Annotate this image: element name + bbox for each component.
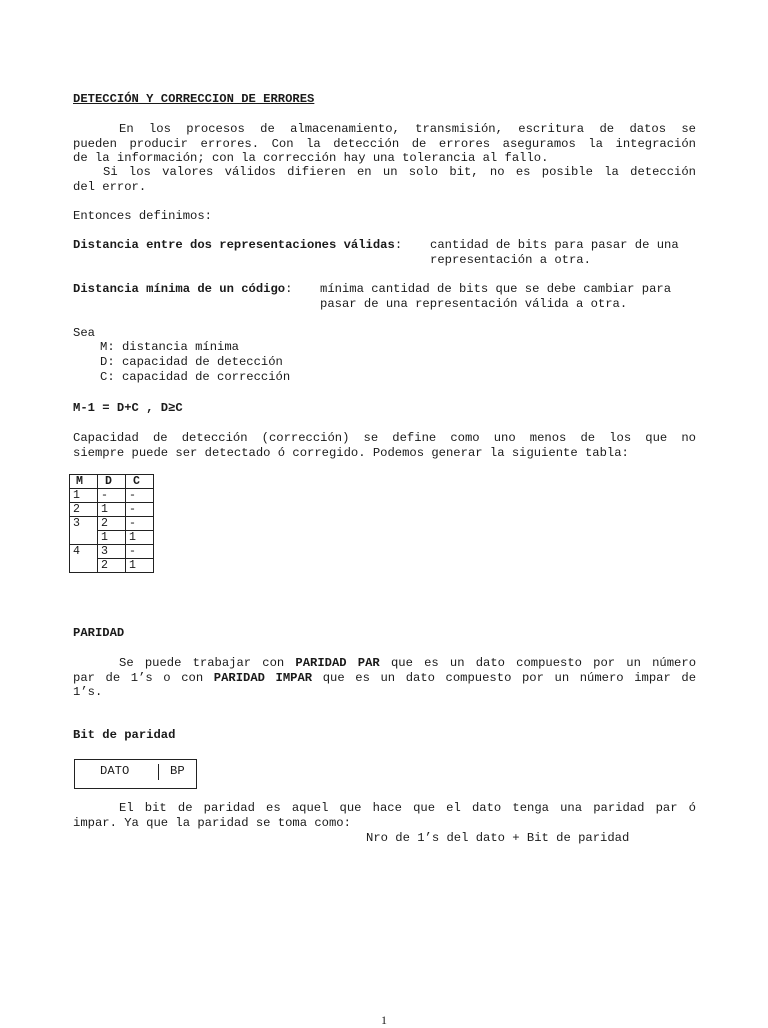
table-cell: 2: [98, 559, 126, 573]
dato-bp-diagram: [74, 759, 197, 789]
bp-label: BP: [170, 764, 185, 778]
bit-paridad-heading: Bit de paridad: [73, 728, 176, 742]
text-line: [73, 656, 696, 671]
table-header-cell: M: [70, 475, 98, 489]
formula: M-1 = D+C , D≥C: [73, 401, 183, 415]
table-row: [70, 503, 154, 517]
text-run: Se puede trabajar con: [119, 656, 296, 670]
table-cell: -: [126, 545, 154, 559]
table-cell: 2: [98, 517, 126, 531]
bit-paridad-formula: Nro de 1’s del dato + Bit de paridad: [366, 831, 630, 845]
text-line: [73, 671, 696, 686]
text-line: Si los valores válidos difieren en un solo bit, no es posible la detección: [103, 165, 696, 179]
text-line: En los procesos de almacenamiento, transmisión, escritura de datos se: [119, 122, 696, 136]
paridad-impar-term: PARIDAD IMPAR: [213, 670, 313, 685]
table-cell: 1: [98, 531, 126, 545]
table-header-row: [70, 475, 154, 489]
text-run: par de 1’s o con: [73, 670, 214, 685]
text-line: impar. Ya que la paridad se toma como:: [73, 815, 351, 830]
table-cell: 1: [70, 489, 98, 503]
paridad-heading: PARIDAD: [73, 626, 125, 640]
bit-paridad-paragraph: [73, 801, 696, 830]
dato-label: DATO: [100, 764, 130, 778]
table-row: [70, 531, 154, 545]
definition-distance-text-2: representación a otra.: [430, 253, 591, 267]
intro-paragraph-1: [73, 122, 696, 166]
sea-item-d: D: capacidad de detección: [100, 355, 283, 369]
definition-min-distance-term: [73, 282, 292, 297]
table-cell: 4: [70, 545, 98, 559]
table-cell: [70, 559, 98, 573]
text-line: El bit de paridad es aquel que hace que el dato tenga una paridad par ó: [119, 801, 696, 815]
definition-distance-term: [73, 238, 402, 253]
text-run: que es un dato compuesto por un número impar de: [312, 670, 697, 685]
divider: [158, 764, 159, 780]
table-header-cell: C: [126, 475, 154, 489]
table-cell: 1: [126, 531, 154, 545]
table-row: [70, 545, 154, 559]
colon: :: [394, 238, 403, 252]
table-row: [70, 517, 154, 531]
sea-item-c: C: capacidad de corrección: [100, 370, 291, 384]
table-cell: 1: [98, 503, 126, 517]
table-cell: 3: [98, 545, 126, 559]
entonces-text: Entonces definimos:: [73, 209, 212, 223]
table-row: [70, 489, 154, 503]
term: Distancia entre dos representaciones válidas: [73, 238, 395, 252]
table-cell: -: [126, 489, 154, 503]
sea-item-m: M: distancia mínima: [100, 340, 239, 354]
term: Distancia mínima de un código: [73, 282, 286, 296]
paridad-par-term: PARIDAD PAR: [295, 656, 380, 670]
table-cell: 1: [126, 559, 154, 573]
table-cell: [70, 531, 98, 545]
text-line: del error.: [73, 179, 147, 194]
table-cell: -: [126, 503, 154, 517]
text-run: que es un dato compuesto por un número: [379, 656, 697, 670]
sea-label: Sea: [73, 326, 95, 340]
table-cell: 2: [70, 503, 98, 517]
definition-distance-text-1: cantidad de bits para pasar de una: [430, 238, 679, 252]
mdc-table: [69, 474, 154, 573]
definition-min-distance-text-2: pasar de una representación válida a otra.: [320, 297, 628, 311]
intro-paragraph-2: [73, 165, 696, 194]
text-line: Capacidad de detección (corrección) se define como uno menos de los que no: [73, 431, 696, 445]
definition-min-distance-text-1: mínima cantidad de bits que se debe cambiar para: [320, 282, 672, 296]
text-line: pueden producir errores. Con la detección de errores aseguramos la integración: [73, 136, 696, 151]
table-cell: -: [98, 489, 126, 503]
paridad-paragraph: [73, 656, 696, 700]
table-cell: -: [126, 517, 154, 531]
page-number: 1: [381, 1013, 387, 1027]
table-row: [70, 559, 154, 573]
text-line: siempre puede ser detectado ó corregido. Podemos generar la siguiente tabla:: [73, 445, 629, 460]
table-cell: 3: [70, 517, 98, 531]
section-title: DETECCIÓN Y CORRECCION DE ERRORES: [73, 92, 315, 106]
colon: :: [285, 282, 293, 296]
table-header-cell: D: [98, 475, 126, 489]
text-line: 1’s.: [73, 685, 103, 700]
text-line: de la información; con la corrección hay una tolerancia al fallo.: [73, 151, 549, 166]
capacidad-paragraph: [73, 431, 696, 460]
